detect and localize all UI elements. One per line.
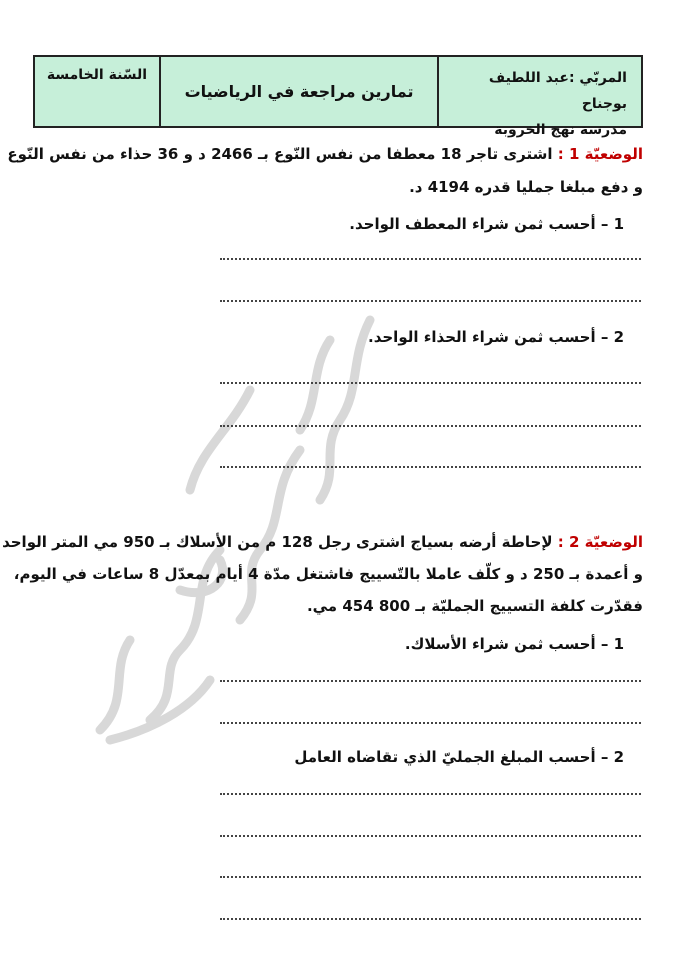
teacher-name: المربّي :عبد اللطيف بوجناح	[488, 70, 627, 112]
worksheet-title: تمارين مراجعة في الرياضيات	[159, 57, 437, 126]
situation2-label: الوضعيّة 2 :	[557, 533, 643, 551]
signature-watermark-icon	[70, 300, 400, 760]
situation1-line1	[7, 145, 643, 163]
answer-line[interactable]	[220, 876, 641, 878]
situation1-text1: اشترى تاجر 18 معطفا من نفس النّوع بـ 2466 د و 36 حذاء من نفس النّوع	[7, 145, 553, 163]
answer-line[interactable]	[220, 722, 641, 724]
answer-line[interactable]	[220, 680, 641, 682]
situation1-label: الوضعيّة 1 :	[557, 145, 643, 163]
situation2-line1	[2, 533, 643, 551]
situation2-question1: 1 – أحسب ثمن شراء الأسلاك.	[404, 635, 624, 653]
answer-line[interactable]	[220, 258, 641, 260]
school-name: مدرسة نهج الخروبة	[494, 122, 627, 138]
answer-line[interactable]	[220, 382, 641, 384]
answer-line[interactable]	[220, 466, 641, 468]
answer-line[interactable]	[220, 793, 641, 795]
situation2-question2: 2 – أحسب المبلغ الجمليّ الذي تقاضاه العامل	[294, 748, 624, 766]
answer-line[interactable]	[220, 425, 641, 427]
situation2-line3: فقدّرت كلفة التسييج الجمليّة بـ 800 454 مي.	[306, 597, 643, 615]
situation2-line2: و أعمدة بـ 250 د و كلّف عاملا بالتّسييج فاشتغل مدّة 4 أيام بمعدّل 8 ساعات في اليوم،	[13, 565, 643, 583]
situation1-question2: 2 – أحسب ثمن شراء الحذاء الواحد.	[368, 328, 624, 346]
answer-line[interactable]	[220, 918, 641, 920]
header-teacher-cell	[437, 57, 641, 138]
answer-line[interactable]	[220, 835, 641, 837]
header-table	[33, 55, 643, 138]
situation2-text1: لإحاطة أرضه بسياج اشترى رجل 128 م من الأسلاك بـ 950 مي المتر الواحد	[2, 533, 553, 551]
situation1-question1: 1 – أحسب ثمن شراء المعطف الواحد.	[349, 215, 624, 233]
grade-level: السّنة الخامسة	[46, 67, 148, 83]
answer-line[interactable]	[220, 300, 641, 302]
situation1-line2: و دفع مبلغا جمليا قدره 4194 د.	[409, 178, 643, 196]
